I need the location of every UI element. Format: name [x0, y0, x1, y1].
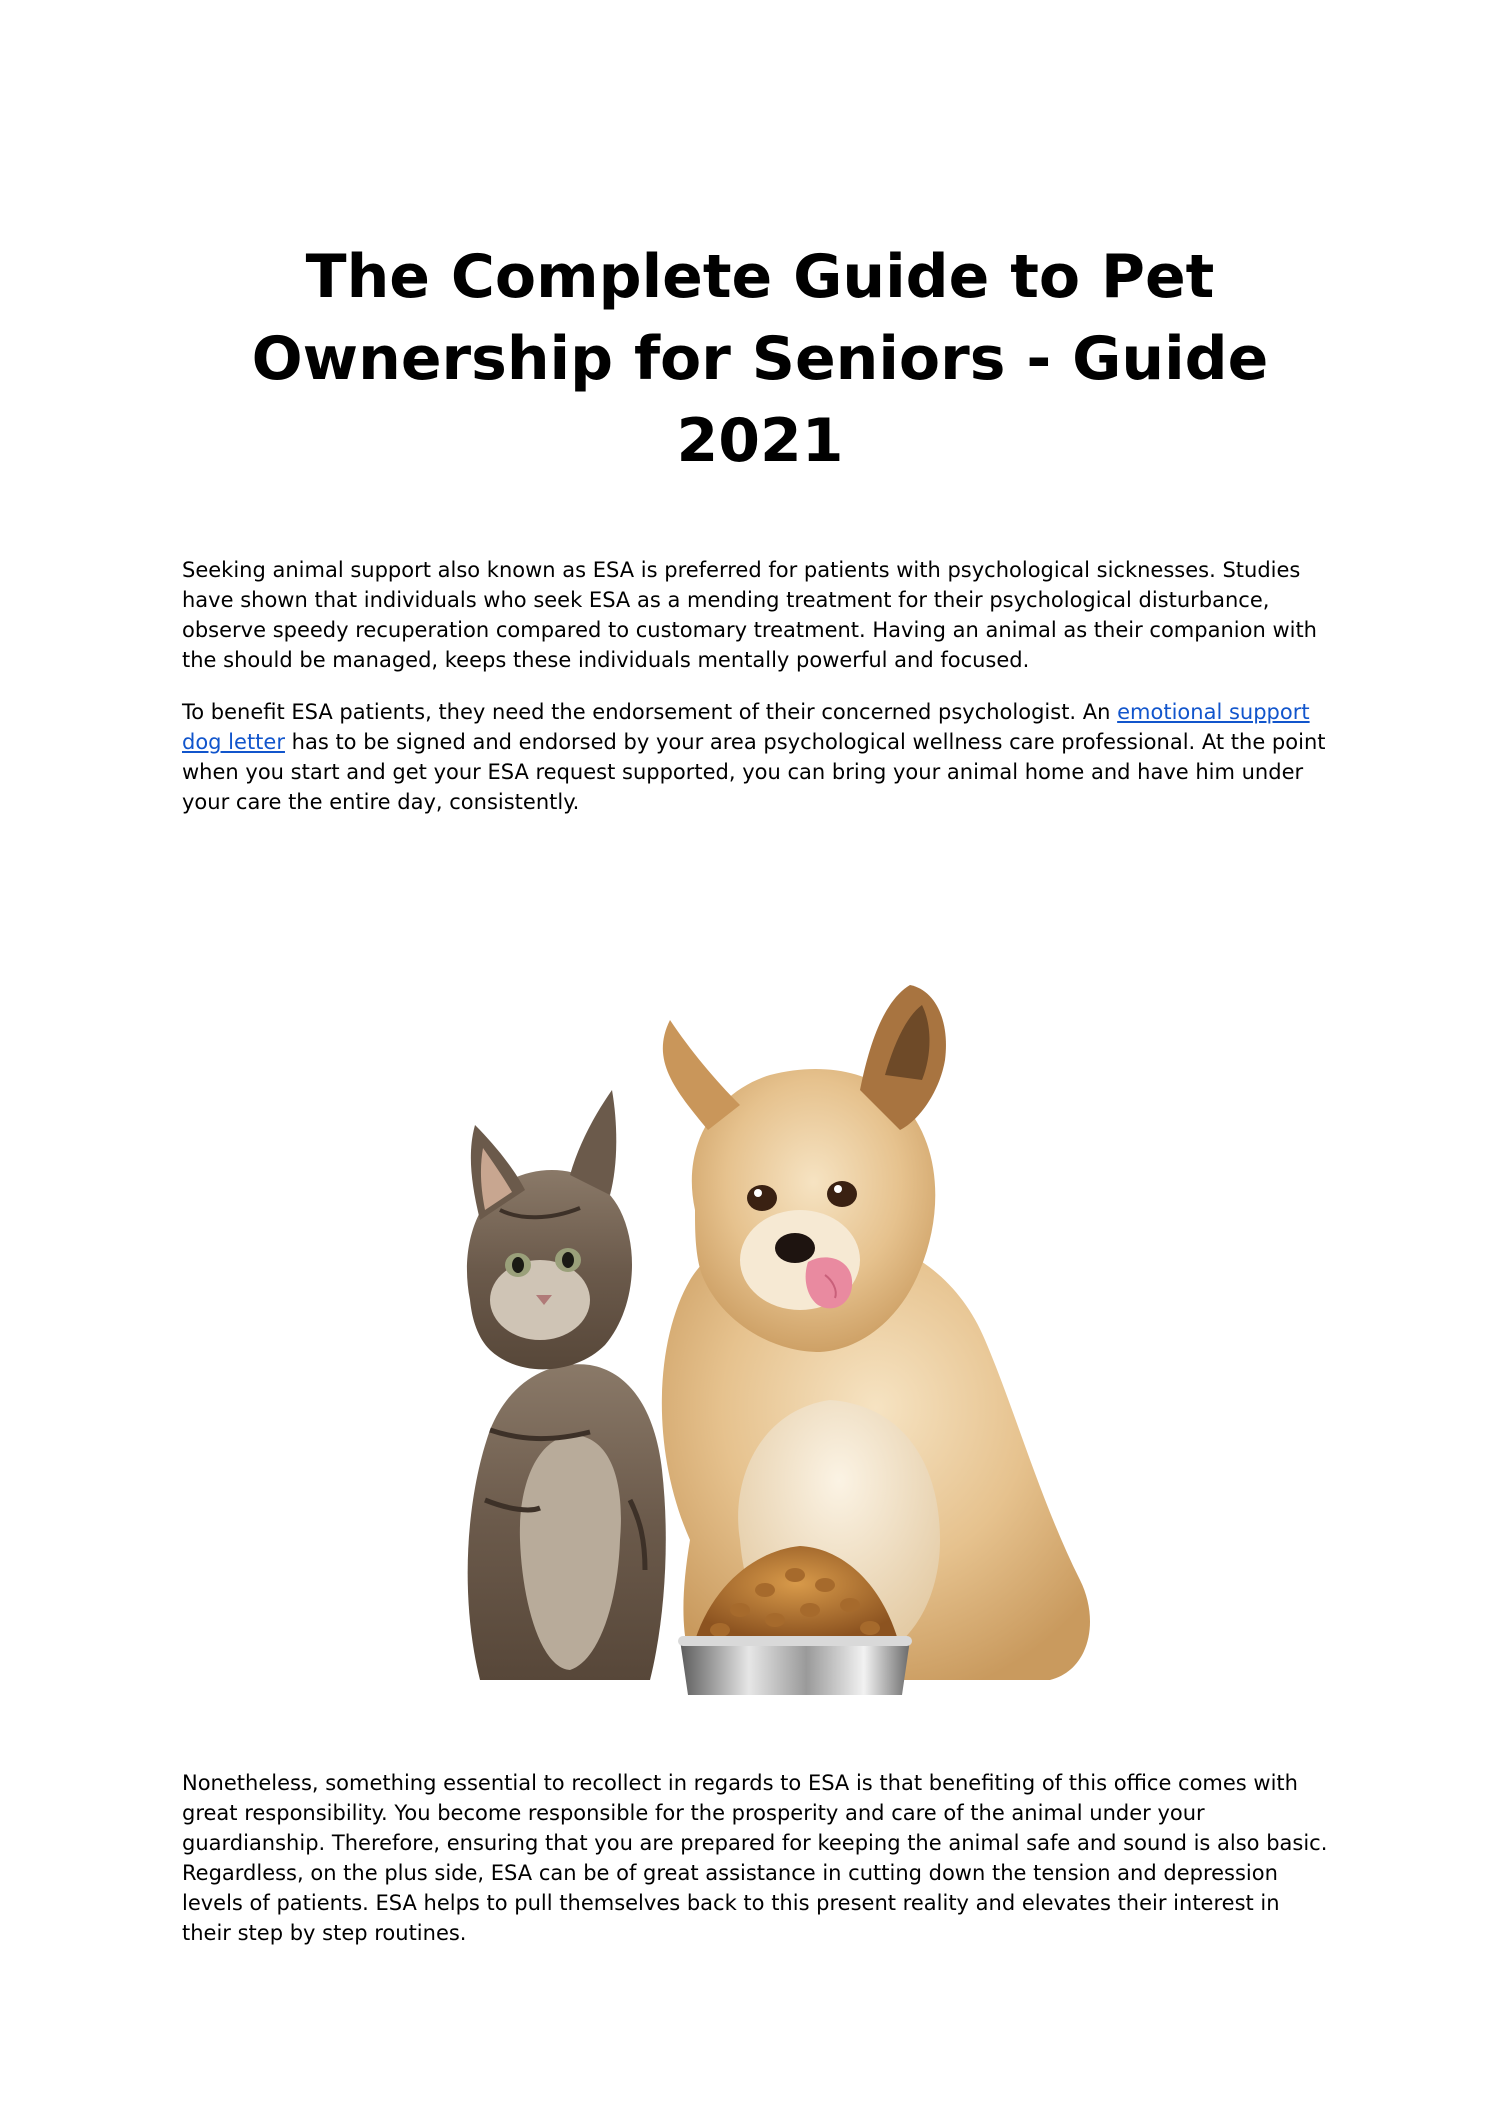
paragraph-responsibility: Nonetheless, something essential to recollect in regards to ESA is that benefiting of this office comes with great responsibility. You become responsible for the prosperity and care of the animal under your guardianship. Therefore, ensuring that you are prepared for keeping the animal safe and sound is also basic. Regardless, on the plus side, ESA can be of great assistance in cutting down the tension and depression levels of patients. ESA helps to pull themselves back to this present reality and elevates their interest in their step by step routines. — [182, 1771, 1328, 1945]
paragraph-endorsement-text-before: To benefit ESA patients, they need the endorsement of their concerned psychologist. An — [182, 700, 1118, 724]
emotional-support-dog-letter-link[interactable]: emotional support dog letter — [182, 700, 1310, 754]
kitten-figure — [467, 1090, 666, 1680]
kitten-and-dog-photo — [440, 980, 1120, 1695]
page-title: The Complete Guide to Pet Ownership for Seniors - Guide 2021 — [251, 242, 1269, 476]
kitten-and-dog-illustration — [440, 980, 1120, 1695]
dog-figure — [662, 985, 1090, 1680]
paragraph-endorsement-text-after: has to be signed and endorsed by your area psychological wellness care professional. At the point when you start and get your ESA request supported, you can bring your animal home and have him under your care the entire day, consistently. — [182, 730, 1326, 814]
paragraph-intro: Seeking animal support also known as ESA is preferred for patients with psychological sicknesses. Studies have shown that individuals who seek ESA as a mending treatment for their psychological disturbance, observe speedy recuperation compared to customary treatment. Having an animal as their companion with the should be managed, keeps these individuals mentally powerful and focused. — [182, 558, 1317, 672]
paragraph-endorsement — [182, 697, 1332, 817]
